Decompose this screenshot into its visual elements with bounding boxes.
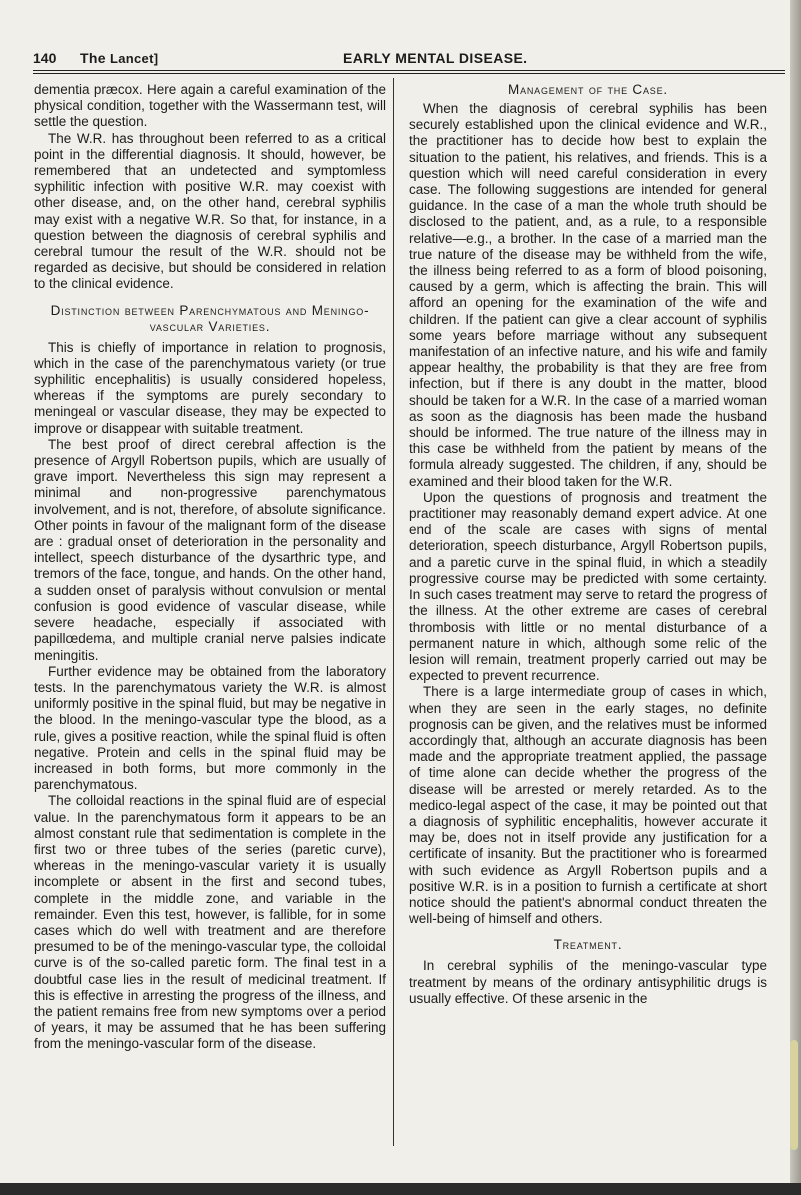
right-column <box>409 82 767 1007</box>
header-rule-top <box>33 70 785 71</box>
journal-name-first: The <box>80 50 106 66</box>
page-number: 140 <box>33 50 57 66</box>
paragraph: This is chiefly of importance in relation to prognosis, which in the case of the parenchymatous variety (or true syphilitic encephalitis) is usually considered hopeless, whereas if the symptoms are purely secondary to meningeal or vascular disease, they may be expected to improve or disappear with suitable treatment. <box>34 339 386 436</box>
running-title: EARLY MENTAL DISEASE. <box>343 50 528 66</box>
page-header <box>33 50 785 70</box>
header-rule-bottom <box>33 73 785 74</box>
section-heading-distinction: Distinction between Parenchymatous and Meningo-vascular Varieties. <box>50 302 370 334</box>
paragraph: There is a large intermediate group of cases in which, when they are seen in the early stages, no definite prognosis can be given, and the relatives must be informed accordingly that, although an accurate diagnosis has been made and the appropriate treatment applied, the passage of time alone can decide whether the progress of the disease will be arrested or merely retarded. As to the medico-legal aspect of the case, it may be pointed out that a diagnosis of syphilitic encephalitis, however accurate it may be, does not in itself provide any justification for a certificate of insanity. But the practitioner who is forearmed with such evidence as Argyll Robertson pupils and a positive W.R. is in a position to furnish a certificate at short notice should the patient's abnormal conduct threaten the well-being of himself and others. <box>409 684 767 927</box>
paragraph: The colloidal reactions in the spinal fluid are of especial value. In the parenchymatous form it appears to be an almost constant rule that sedimentation is complete in the first two or three tubes of the series (paretic curve), whereas in the meningo-vascular variety it is usually incomplete or absent in the first and second tubes, complete in the middle zone, and variable in the remainder. Even this test, however, is fallible, for in some cases which do well with treatment and are therefore presumed to be of the meningo-vascular type, the colloidal curve is of the so-called paretic form. The final test in a doubtful case lies in the result of medicinal treatment. If this is effective in arresting the progress of the illness, and the patient remains free from new symptoms over a period of years, it may be assumed that he has been suffering from the meningo-vascular form of the disease. <box>34 793 386 1052</box>
paragraph: The W.R. has throughout been referred to as a critical point in the differential diagnosis. It should, however, be remembered that an undetected and symptomless syphilitic infection with positive W.R. may coexist with other disease, and, on the other hand, cerebral syphilis may exist with a negative W.R. So that, for instance, in a question between the diagnosis of cerebral syphilis and cerebral tumour the result of the W.R. should not be regarded as decisive, but should be considered in relation to the clinical evidence. <box>34 130 386 292</box>
paragraph: Upon the questions of prognosis and treatment the practitioner may reasonably demand expert advice. At one end of the scale are cases with signs of mental deterioration, speech disturbance, Argyll Robertson pupils, and a paretic curve in the spinal fluid, in which a steadily progressive course may be predicted with some certainty. In such cases treatment may serve to retard the progress of the illness. At the other extreme are cases of cerebral thrombosis with little or no mental disturbance of a permanent nature in which, although some relic of the lesion will remain, treatment properly carried out may be expected to prevent recurrence. <box>409 489 767 684</box>
paragraph: The best proof of direct cerebral affection is the presence of Argyll Robertson pupils, which are usually of grave import. Nevertheless this sign may represent a minimal and non-progressive parenchymatous involvement, and is not, therefore, of absolute significance. Other points in favour of the malignant form of the disease are : gradual onset of deterioration in the personality and intellect, speech disturbance of the dysarthric type, and tremors of the face, tongue, and hands. On the other hand, a sudden onset of paralysis without convulsion or mental confusion is good evidence of vascular disease, while severe headache, especially if associated with papillœdema, and multiple cranial nerve palsies indicate meningitis. <box>34 436 386 663</box>
page-edge-shadow <box>790 0 801 1195</box>
paragraph: In cerebral syphilis of the meningo-vascular type treatment by means of the ordinary antisyphilitic drugs is usually effective. Of these arsenic in the <box>409 958 767 1006</box>
column-divider <box>393 78 394 1146</box>
paragraph: Further evidence may be obtained from the laboratory tests. In the parenchymatous variety the W.R. is almost uniformly positive in the spinal fluid, but may be negative in the blood. In the meningo-vascular type the blood, as a rule, gives a positive reaction, while the spinal fluid is often negative. Protein and cells in the spinal fluid may be increased in both forms, but more commonly in the parenchymatous. <box>34 663 386 793</box>
paragraph: When the diagnosis of cerebral syphilis has been securely established upon the clinical evidence and W.R., the practitioner has to decide how best to explain the situation to the patient, his relatives, and friends. This is a question which will need careful consideration in every case. The following suggestions are intended for general guidance. In the case of a man the whole truth should be disclosed to the patient, and, as a rule, to a responsible relative—e.g., a brother. In the case of a married man the true nature of the disease may be withheld from the wife, the illness being referred to as a form of blood poisoning, caused by a germ, which is affecting the brain. This will afford an opening for the examination of the wife and children. If the patient can give a clear account of syphilis some years before marriage without any subsequent manifestation of an infective nature, and his wife and family appear healthy, the probability is that they are free from infection, but if there is any doubt in the matter, blood should be taken for a W.R. In the case of a married woman as soon as the diagnosis has been made the husband should be informed. The true nature of the illness may in this case be withheld from the patient by means of the formula already suggested. The children, if any, should be examined and their blood taken for the W.R. <box>409 101 767 489</box>
paper-stain <box>790 1040 798 1150</box>
paragraph: dementia præcox. Here again a careful examination of the physical condition, together with the Wassermann test, will settle the question. <box>34 82 386 130</box>
scan-bottom-border <box>0 1183 801 1195</box>
journal-name <box>80 50 158 66</box>
journal-name-second: Lancet] <box>110 51 159 66</box>
section-heading-management: Management of the Case. <box>508 82 668 97</box>
section-heading-treatment: Treatment. <box>553 937 623 953</box>
left-column <box>34 82 386 1053</box>
